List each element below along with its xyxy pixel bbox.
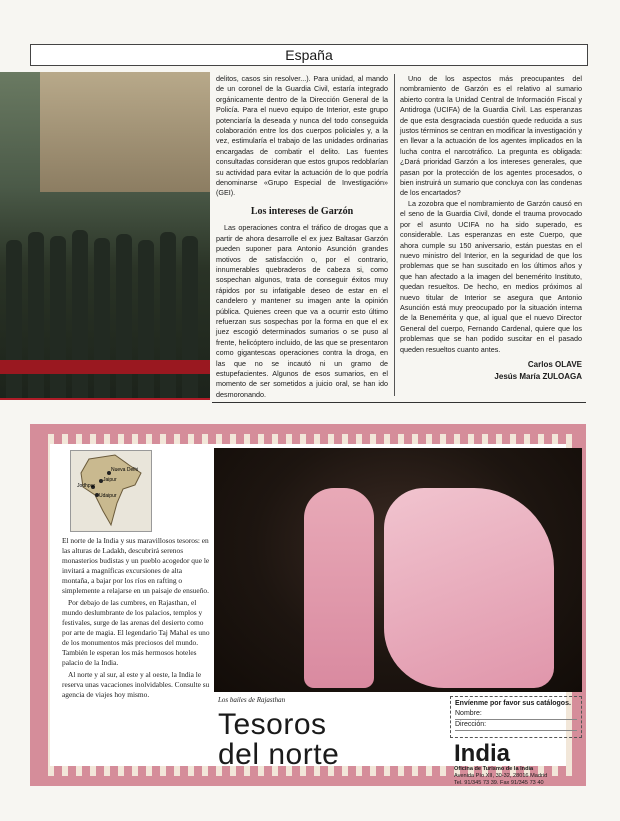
article-column-2 [400, 74, 582, 383]
guard-figure [116, 234, 132, 400]
building-backdrop [40, 72, 210, 192]
dancer-figure [304, 488, 374, 688]
article-column-1 [216, 74, 388, 400]
coupon-address-field[interactable]: Dirección: [455, 720, 577, 731]
article-paragraph: Uno de los aspectos más preocupantes del nombramiento de Garzón es el relativo al sumario abierto contra la Unidad Central de Información Fiscal y Antidroga (UCIFA) de la Guardia Civil. Las esperanzas de que esta desgraciada cuestión quede reducida a sus justos términos se centran en modificar la investigación y en llevar a la actuación de los agentes implicados en la lucha contra el narcotráfico. La pregunta es obligada: ¿Dará prioridad Garzón a los intereses generales, que pasan por la protección de los agentes procesados, o bien instruirá un sumario que concluya con las condenas de los encartados? [400, 74, 582, 198]
office-name: Oficina de Turismo de la India [454, 766, 534, 772]
author-2: Jesús María ZULOAGA [494, 371, 582, 381]
map-label: Jodhpur [77, 483, 96, 489]
guard-figure [182, 236, 198, 400]
ad-title-line-2: del norte [218, 738, 340, 771]
column-divider [394, 74, 395, 396]
article-bottom-rule [212, 402, 586, 403]
map-label: Jaipur [103, 477, 117, 483]
guard-figure [6, 240, 22, 400]
article-subheading: Los intereses de Garzón [250, 205, 354, 217]
guard-figure [94, 238, 110, 400]
coupon-heading: Envíenme por favor sus catálogos. [455, 700, 571, 707]
red-sash [0, 360, 210, 374]
ad-title [218, 710, 339, 770]
catalog-coupon[interactable] [450, 696, 582, 738]
red-rope [0, 398, 210, 400]
map-label: Nueva Delhi [111, 467, 139, 473]
author-1: Carlos OLAVE [527, 359, 582, 369]
office-address: Avenida Pío XII, 30-32, 28016 Madrid [454, 773, 548, 779]
guard-figure [160, 232, 176, 400]
office-phone: Tel. 91/345 73 39. Fax 91/345 73 40 [454, 780, 544, 786]
photo-caption: Los bailes de Rajasthan [218, 696, 286, 704]
guard-figure [138, 240, 154, 400]
map-label: Udaipur [99, 493, 117, 499]
ad-paragraph: Por debajo de las cumbres, en Rajasthan, el mundo deslumbrante de los palacios, templos y festivales, surge de las arenas del desierto como por arte de magia. El legendario Taj Mahal es uno de los monumentos más preciosos del mundo. También le esperan los más hermosos hoteles palacio de la India. [62, 598, 210, 667]
coupon-name-field[interactable]: Nombre: [455, 709, 577, 720]
guard-figure [50, 236, 66, 400]
dancers-photo [214, 448, 582, 692]
section-title: España [285, 47, 333, 63]
map-icon [71, 451, 151, 531]
article-paragraph: Las operaciones contra el tráfico de drogas que a partir de ahora desarrolle el ex juez Baltasar Garzón pueden suponer para Antonio Asunción grandes motivos de satisfacción o, por el contrario, innumerables quebraderos de cabeza si, como sospechan algunos, trata de conseguir éxitos muy rápidos por su infatigable deseo de estar en el candelero y mantener su imagen ante la opinión pública. Quienes creen que va a ocurrir esto último refuerzan sus sospechas por la forma en que el ex juez escogió determinados sumarios o se puso al frente, helicóptero incluido, de las que se presentaron como gigantescas operaciones contra la droga, en las que no se incautó ni un gramo de estupefacientes. Algunos de esos sumarios, en el momento de ser sometidos a juicio oral, se han ido desmoronando. [216, 223, 388, 399]
article-paragraph: La zozobra que el nombramiento de Garzón causó en el seno de la Guardia Civil, donde el trauma provocado por el asunto UCIFA no ha sido superado, es considerable. Las esperanzas en este Cuerpo, que ahora cumple su 150 aniversario, están puestas en el nuevo ministro del Interior, en la seguridad de que los problemas que se han suscitado en los últimos años y que han afectado a la imagen del benemérito Instituto, quedan resueltos. De hecho, en medios próximos al nuevo titular de Interior se asegura que Antonio Asunción está muy preocupado por la situación interna de la Benemérita y que, al igual que el nuevo Director General del cuerpo, Fernando Cardenal, quiere que los problemas que se han podido suscitar en el pasado queden resueltos cuanto antes. [400, 198, 582, 354]
article-paragraph: delitos, casos sin resolver...). Para unidad, al mando de un coronel de la Guardia Civil, estaría integrado orgánicamente dentro de la Dirección General de la Policía. Para el nuevo equipo de Interior, este grupo potenciaría la deseada y nunca del todo conseguida colaboración entre los dos cuerpos policiales y, a la vez, estimularía el trabajo de las unidades ordinarias encargadas de combatir el delito. Las fuentes consultadas consideran que estos grupos redoblarían su actividad para evitar la actuación de lo que podría denominarse «Grupo Especial de Investigación» (GEI). [216, 74, 388, 198]
ad-content [50, 444, 571, 786]
tourism-office-info [454, 766, 547, 787]
guard-figure [28, 232, 44, 400]
ad-title-line-1: Tesoros [218, 708, 327, 741]
india-tourism-ad [30, 424, 586, 786]
guard-figure [72, 230, 88, 400]
ad-body-text [62, 536, 210, 702]
ad-paragraph: El norte de la India y sus maravillosos tesoros: en las alturas de Ladakh, descubrirá serenos monasterios budistas y un pueblo acogedor que le invitará a magníficas excursiones de alta montaña, a bajar por los ríos en rafting o simplemente a relajarse en un paisaje de ensueño. [62, 536, 210, 595]
india-map [70, 450, 152, 532]
guard-photo [0, 72, 210, 400]
dancer-figure [384, 488, 554, 688]
india-logo: India [454, 740, 511, 767]
section-header [30, 44, 588, 66]
ad-paragraph: Al norte y al sur, al este y al oeste, la India le reserva unas vacaciones inolvidables. Consulte su agencia de viajes hoy mismo. [62, 670, 210, 699]
